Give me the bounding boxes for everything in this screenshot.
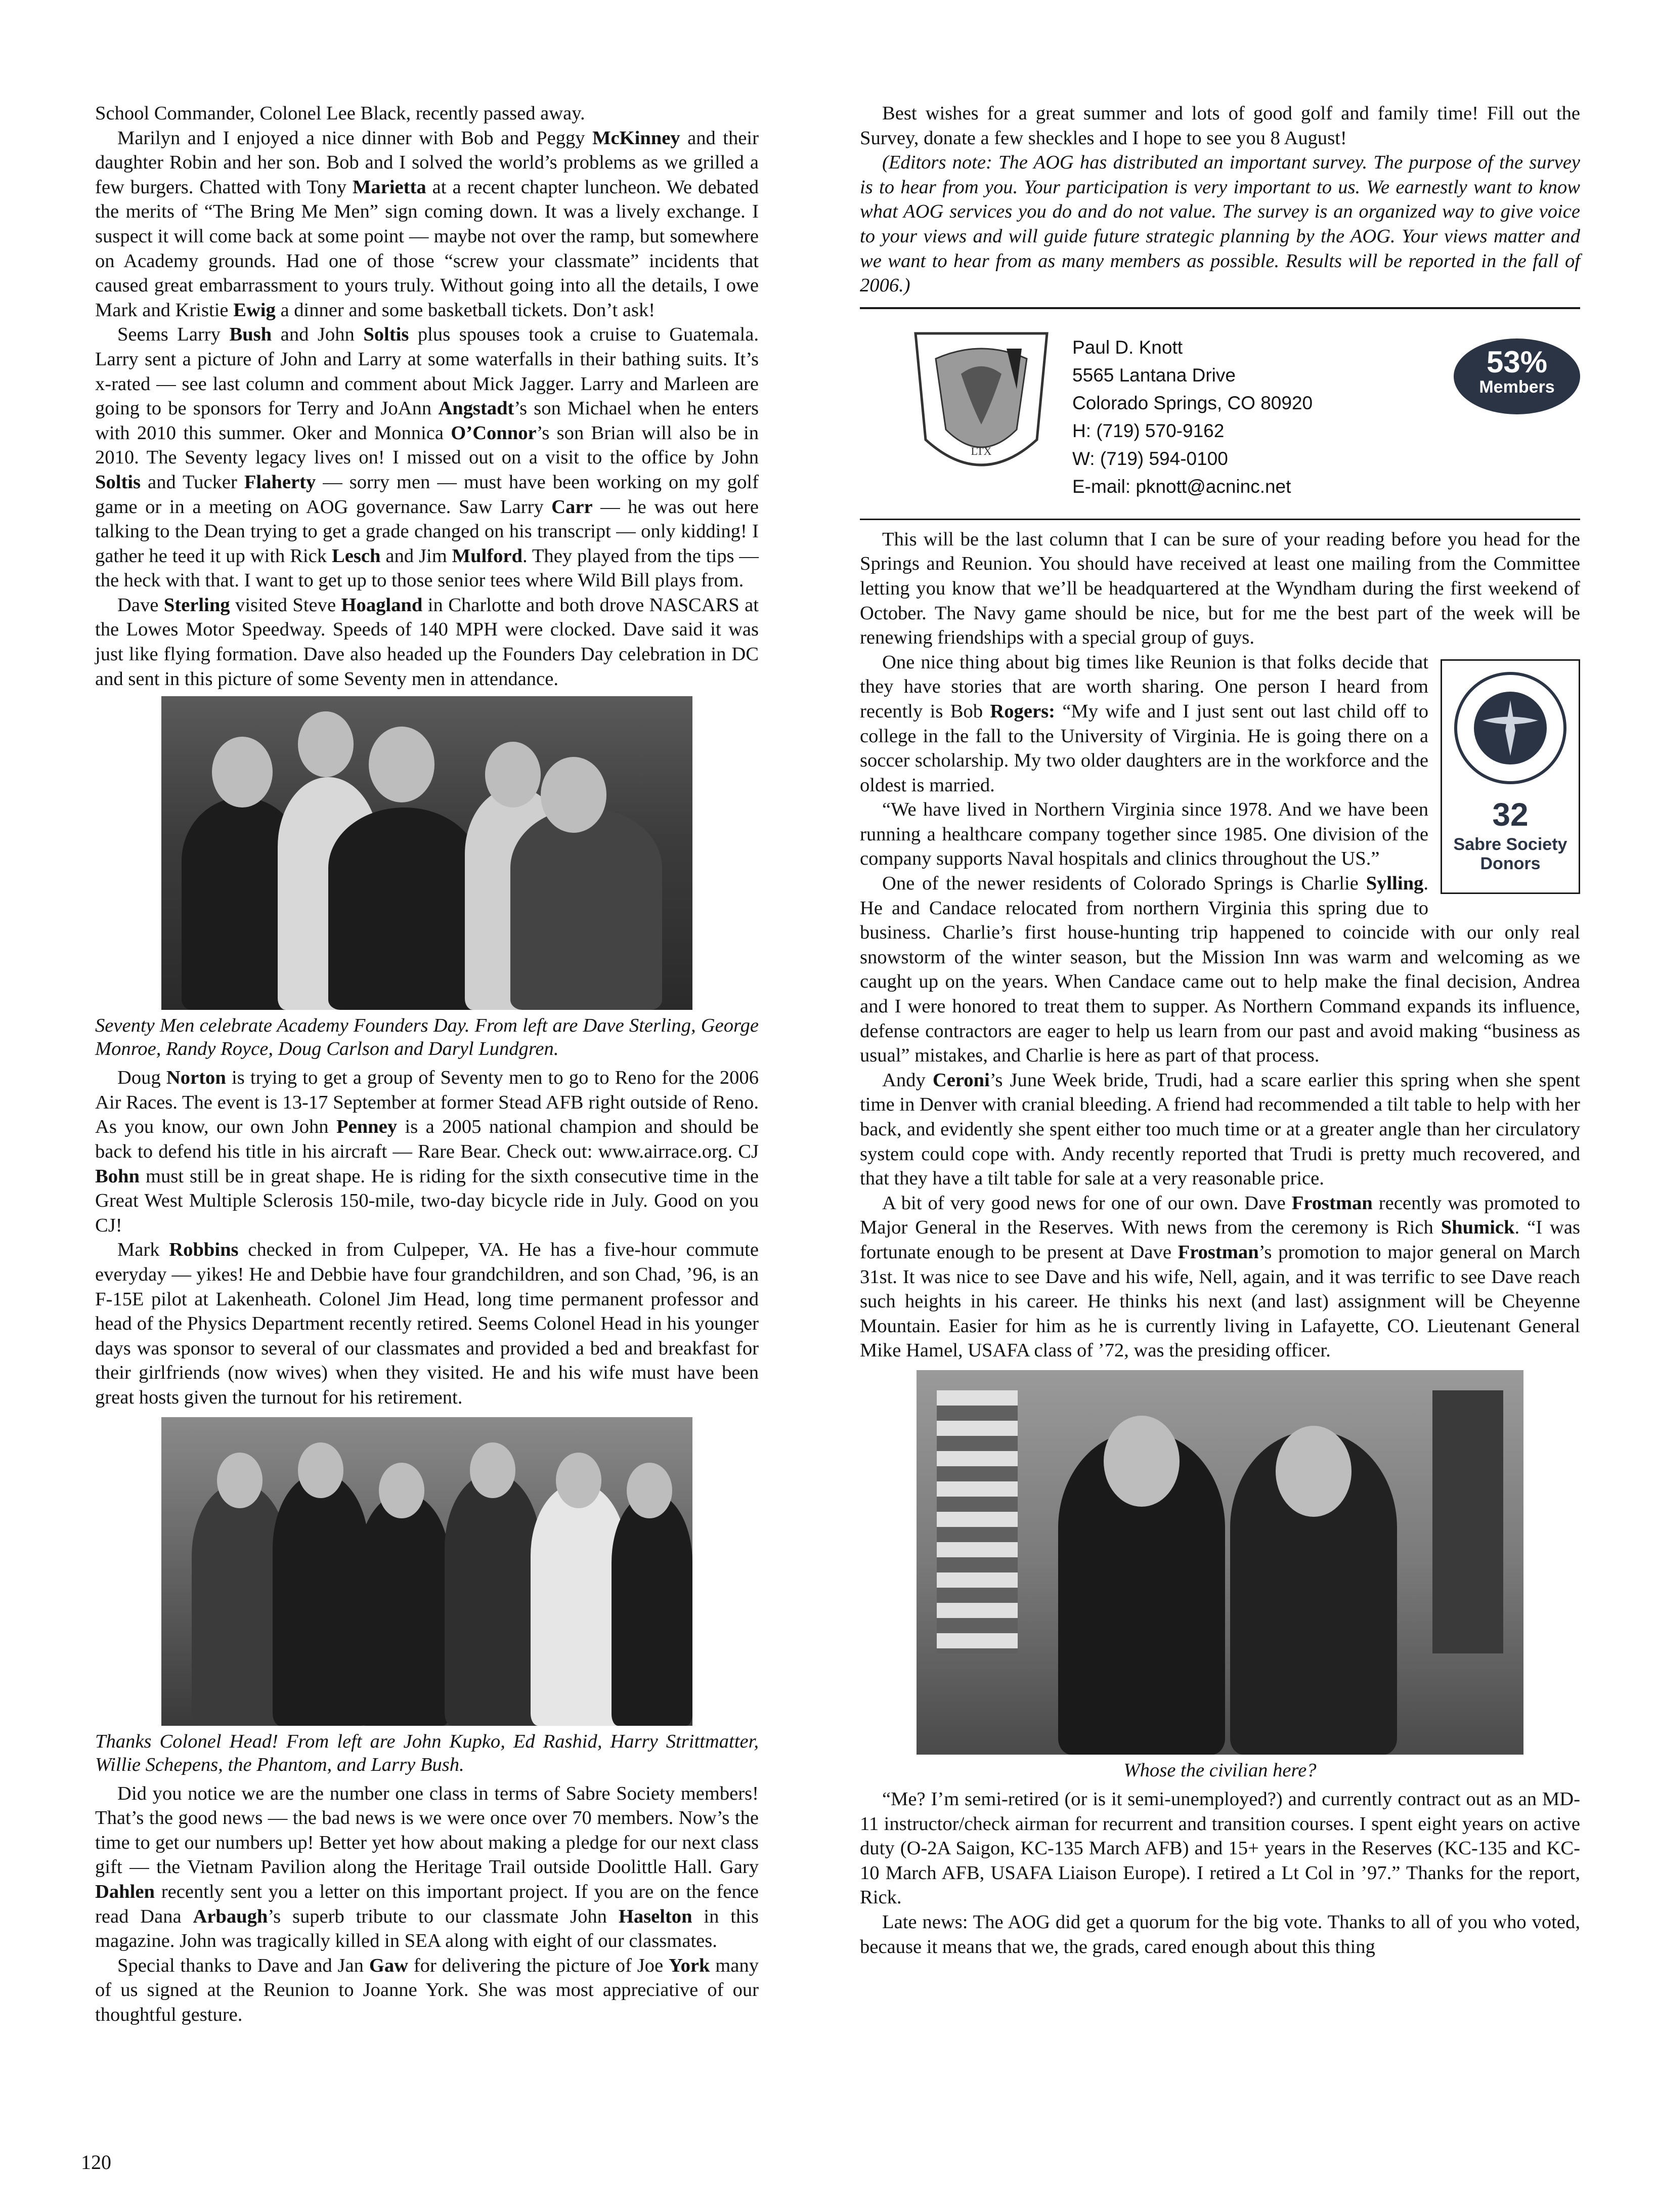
contact-name: Paul D. Knott [1072,336,1183,358]
photo-caption: Whose the civilian here? [1123,1759,1317,1781]
sabre-society-seal-icon [1452,670,1568,786]
photo-caption: Thanks Colonel Head! From left are John Kupko, Ed Rashid, Harry Strittmatter, Willie Schepens, the Phantom, and Larry Bush. [95,1730,759,1775]
paragraph: A bit of very good news for one of our own. Dave Frostman recently was promoted to Major General in the Reserves. With news from the ceremony is Rich Shumick. “I was fortunate enough to be present at Dave Frostman’s promotion to major general on March 31st. It was nice to see Dave and his wife, Nell, again, and it was terrific to see Dave reach such heights in his career. He thinks his next (and last) assignment will be Cheyenne Mountain. Easier for him as he is currently living in Lafayette, CO. Lieutenant General Mike Hamel, USAFA class of ’72, was the presiding officer. [860,1192,1580,1362]
paragraph: Dave Sterling visited Steve Hoagland in Charlotte and both drove NASCARS at the Lowes Motor Speedway. Speeds of 140 MPH were clocked. Dave said it was just like flying formation. Dave also headed up the Founders Day celebration in DC and sent in this picture of some Seventy men in attendance. [95,594,759,690]
contact-block [860,318,1580,519]
sabre-count: 32 [1492,796,1529,833]
right-column [860,101,1580,1959]
paragraph: School Commander, Colonel Lee Black, recently passed away. [95,103,585,124]
contact-city: Colorado Springs, CO 80920 [1072,392,1313,413]
class-contact [1072,333,1313,500]
paragraph: This will be the last column that I can be sure of your reading before you head for the Springs and Reunion. You should have received at least one mailing from the Committee letting you know that we’ll be headquartered at the Wyndham during the first weekend of October. The Navy game should be nice, but for me the best part of the week will be renewing friendships with a special group of guys. [860,528,1580,649]
divider [860,519,1580,520]
paragraph: Did you notice we are the number one class in terms of Sabre Society members! That’s the good news — the bad news is we were once over 70 members. Now’s the time to get our numbers up! Better yet how about making a pledge for our next class gift — the Vietnam Pavilion along the Heritage Trail outside Doolittle Hall. Gary Dahlen recently sent you a letter on this important project. If you are on the fence read Dana Arbaugh’s superb tribute to our classmate John Haselton in this magazine. John was tragically killed in SEA along with eight of our classmates. [95,1782,759,1952]
paragraph: Seems Larry Bush and John Soltis plus spouses took a cruise to Guatemala. Larry sent a picture of John and Larry at some waterfalls in their bathing suits. It’s x-rated — see last column and comment about Mick Jagger. Larry and Marleen are going to be sponsors for Terry and JoAnn Angstadt’s son Michael when he enters with 2010 this summer. Oker and Monnica O’Connor’s son Brian will also be in 2010. The Seventy legacy lives on! I missed out on a visit to the office by John Soltis and Tucker Flaherty — sorry men — must have been working on my golf game or in a meeting on AOG governance. Saw Larry Carr — he was out here talking to the Dean trying to get a grade changed on his transcript — only kidding! I gather he teed it up with Rick Lesch and Jim Mulford. They played from the tips — the heck with that. I want to get up to those senior tees where Wild Bill plays from. [95,324,759,591]
svg-text:LTX: LTX [971,444,992,457]
contact-home-phone: H: (719) 570-9162 [1072,420,1225,441]
promotion-photo [917,1370,1523,1755]
members-label: Members [1479,377,1555,397]
paragraph: Best wishes for a great summer and lots of good golf and family time! Fill out the Survey, donate a few sheckles and I hope to see you 8 August! [860,103,1580,149]
members-badge [1454,338,1580,414]
divider [860,307,1580,309]
page-number: 120 [81,2151,111,2174]
contact-work-phone: W: (719) 594-0100 [1072,448,1228,469]
paragraph: Late news: The AOG did get a quorum for the big vote. Thanks to all of you who voted, because it means that we, the grads, cared enough about this thing [860,1911,1580,1958]
paragraph: Mark Robbins checked in from Culpeper, VA. He has a five-hour commute everyday — yikes! He and Debbie have four grandchildren, and son Chad, ’96, is an F-15E pilot at Lakenheath. Colonel Jim Head, long time permanent professor and head of the Physics Department recently retired. Seems Colonel Head in his younger days was sponsor to several of our classmates and provided a bed and breakfast for their girlfriends (now wives) when they visited. He and his wife must have been great hosts given the turnout for his retirement. [95,1239,759,1408]
photo-caption: Seventy Men celebrate Academy Founders Day. From left are Dave Sterling, George Monroe, Randy Royce, Doug Carlson and Daryl Lundgren. [95,1015,759,1060]
sabre-label: Donors [1480,854,1541,873]
paragraph: One of the newer residents of Colorado Springs is Charlie Sylling. He and Candace relocated from northern Virginia this spring due to business. Charlie’s first house-hunting trip happened to coincide with our only real snowstorm of the winter season, but the Mission Inn was warm and welcoming as we caught up on the years. When Candace came out to help make the final decision, Andrea and I were honored to treat them to supper. As Northern Command expands its influence, defense contractors are eager to help us learn from our past and avoid making “business as usual” mistakes, and Charlie is here as part of that process. [860,873,1580,1067]
retirement-photo [161,1417,692,1726]
paragraph: Andy Ceroni’s June Week bride, Trudi, had a scare earlier this spring when she spent time in Denver with cranial bleeding. A friend had recommended a tilt table to help with her back, and evidently she spent either too much time or at a greater angle than her circulatory system could cope with. Andy recently reported that Trudi is pretty much recovered, and that they have a tilt table for sale at a very reasonable price. [860,1069,1580,1189]
contact-address: 5565 Lantana Drive [1072,364,1236,386]
contact-email[interactable]: E-mail: pknott@acninc.net [1072,476,1291,497]
paragraph: One nice thing about big times like Reunion is that folks decide that they have stories that are worth sharing. One person I heard from recently is Bob Rogers: “My wife and I just sent out last child off to college in the fall to the University of Virginia. He is going there on a soccer scholarship. My two older daughters are in the workforce and the oldest is married. [860,651,1428,796]
paragraph: Special thanks to Dave and Jan Gaw for delivering the picture of Joe York many of us signed at the Reunion to Joanne York. She was most appreciative of our thoughtful gesture. [95,1954,759,2025]
paragraph: Doug Norton is trying to get a group of Seventy men to go to Reno for the 2006 Air Races. The event is 13-17 September at former Stead AFB right outside of Reno. As you know, our own John Penney is a 2005 national champion and should be back to defend his title in his aircraft — Rare Bear. Check out: www.airrace.org. CJ Bohn must still be in great shape. He is riding for the sixth consecutive time in the Great West Multiple Sclerosis 150-mile, two-day bicycle ride in July. Good on you CJ! [95,1067,759,1236]
sabre-label: Sabre Society [1453,834,1567,854]
founders-day-photo [161,696,692,1010]
sabre-society-box [1441,659,1580,894]
members-percent: 53% [1486,345,1548,379]
editor-note: (Editors note: The AOG has distributed an important survey. The purpose of the survey is to hear from you. Your participation is very important to us. We earnestly want to know what AOG services you do and do not value. The survey is an organized way to give voice to your views and will guide future strategic planning by the AOG. Your views matter and we want to hear from as many members as possible. Results will be reported in the fall of 2006.) [860,152,1580,296]
left-column [95,101,759,2027]
paragraph: “We have lived in Northern Virginia since 1978. And we have been running a healthcare company together since 1985. One division of the company supports Naval hospitals and clinics throughout the US.” [860,799,1428,870]
paragraph: “Me? I’m semi-retired (or is it semi-unemployed?) and currently contract out as an MD-11 instructor/check airman for recurrent and transition courses. I spent eight years on active duty (O-2A Saigon, KC-135 March AFB) and 15+ years in the Reserves (KC-135 and KC-10 March AFB, USAFA Liaison Europe). I retired a Lt Col in ’97.” Thanks for the report, Rick. [860,1788,1580,1908]
paragraph: Marilyn and I enjoyed a nice dinner with Bob and Peggy McKinney and their daughter Robin and her son. Bob and I solved the world’s problems as we grilled a few burgers. Chatted with Tony Marietta at a recent chapter luncheon. We debated the merits of “The Bring Me Men” sign coming down. It was a lively exchange. I suspect it will come back at some point — maybe not over the ramp, but somewhere on Academy grounds. Had one of those “screw your classmate” incidents that caused great embarrassment to yours truly. Without going into all the details, I owe Mark and Kristie Ewig a dinner and some basketball tickets. Don’t ask! [95,127,759,321]
class-crest-icon [905,328,1057,495]
